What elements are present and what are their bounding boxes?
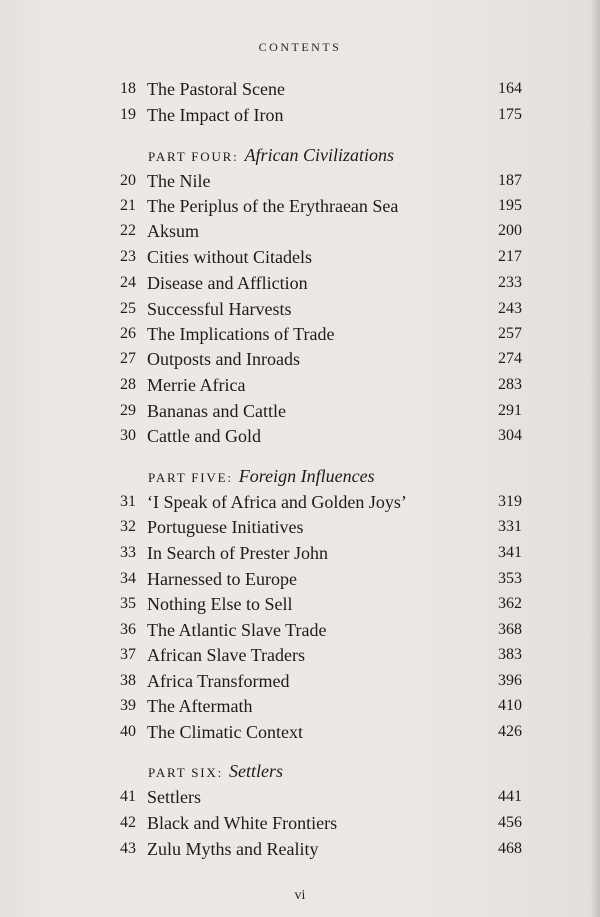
chapter-title: The Implications of Trade bbox=[147, 324, 335, 344]
chapter-number: 27 bbox=[120, 350, 136, 367]
chapter-title: African Slave Traders bbox=[147, 645, 305, 665]
chapter-title: ‘I Speak of Africa and Golden Joys’ bbox=[147, 492, 407, 512]
page-number: 283 bbox=[498, 376, 522, 393]
chapter-title: Portuguese Initiatives bbox=[147, 517, 304, 537]
chapter-title: The Periplus of the Erythraean Sea bbox=[147, 196, 399, 216]
chapter-number: 30 bbox=[120, 427, 136, 444]
part-name: Foreign Influences bbox=[238, 466, 375, 486]
page-number: 341 bbox=[498, 544, 522, 561]
chapter-number: 29 bbox=[120, 402, 136, 419]
chapter-title: The Aftermath bbox=[147, 696, 253, 716]
toc-entry bbox=[120, 103, 522, 127]
page-number: 396 bbox=[498, 672, 522, 689]
page-number: 217 bbox=[498, 248, 522, 265]
chapter-number: 25 bbox=[120, 300, 136, 317]
chapter-title: In Search of Prester John bbox=[147, 543, 328, 563]
part-name: African Civilizations bbox=[244, 145, 395, 165]
page-number: 233 bbox=[498, 274, 522, 291]
toc-entry bbox=[120, 77, 522, 101]
chapter-number: 22 bbox=[120, 222, 136, 239]
toc-entry bbox=[120, 271, 522, 295]
toc-entry bbox=[120, 194, 522, 218]
chapter-number: 43 bbox=[120, 840, 136, 857]
chapter-number: 18 bbox=[120, 80, 136, 97]
page-number: 441 bbox=[498, 788, 522, 805]
toc-entry bbox=[120, 297, 522, 321]
page-number: 426 bbox=[498, 723, 522, 740]
part-label: PART SIX: bbox=[148, 765, 224, 780]
chapter-number: 42 bbox=[120, 814, 136, 831]
chapter-title: Merrie Africa bbox=[147, 375, 246, 395]
chapter-title: The Atlantic Slave Trade bbox=[147, 620, 327, 640]
chapter-title: Outposts and Inroads bbox=[147, 349, 300, 369]
toc-entry bbox=[120, 399, 522, 423]
chapter-title: Successful Harvests bbox=[147, 299, 292, 319]
page-number: 274 bbox=[498, 350, 522, 367]
page-number: 195 bbox=[498, 197, 522, 214]
chapter-number: 26 bbox=[120, 325, 136, 342]
chapter-number: 34 bbox=[120, 570, 136, 587]
page-number: 383 bbox=[498, 646, 522, 663]
toc-entry bbox=[120, 347, 522, 371]
toc-entry bbox=[120, 785, 522, 809]
chapter-number: 24 bbox=[120, 274, 136, 291]
part-label: PART FIVE: bbox=[148, 470, 233, 485]
chapter-number: 37 bbox=[120, 646, 136, 663]
toc-entry bbox=[120, 592, 522, 616]
page-number: 187 bbox=[498, 172, 522, 189]
chapter-number: 38 bbox=[120, 672, 136, 689]
part-label: PART FOUR: bbox=[148, 149, 239, 164]
page-number: 257 bbox=[498, 325, 522, 342]
page-number: 362 bbox=[498, 595, 522, 612]
page-number: 368 bbox=[498, 621, 522, 638]
page-number: 304 bbox=[498, 427, 522, 444]
chapter-number: 40 bbox=[120, 723, 136, 740]
page-number: 319 bbox=[498, 493, 522, 510]
chapter-number: 20 bbox=[120, 172, 136, 189]
chapter-number: 35 bbox=[120, 595, 136, 612]
page-number: 353 bbox=[498, 570, 522, 587]
chapter-title: The Pastoral Scene bbox=[147, 79, 285, 99]
part-heading bbox=[148, 143, 394, 167]
chapter-title: Nothing Else to Sell bbox=[147, 594, 293, 614]
part-name: Settlers bbox=[229, 761, 284, 781]
chapter-title: The Impact of Iron bbox=[147, 105, 284, 125]
page-number: 456 bbox=[498, 814, 522, 831]
page-number: 200 bbox=[498, 222, 522, 239]
chapter-title: The Nile bbox=[147, 171, 211, 191]
chapter-title: Zulu Myths and Reality bbox=[147, 839, 319, 859]
part-heading bbox=[148, 464, 375, 488]
chapter-number: 31 bbox=[120, 493, 136, 510]
chapter-number: 33 bbox=[120, 544, 136, 561]
page-number: 468 bbox=[498, 840, 522, 857]
part-heading bbox=[148, 759, 283, 783]
chapter-number: 21 bbox=[120, 197, 136, 214]
chapter-number: 28 bbox=[120, 376, 136, 393]
page-number: 410 bbox=[498, 697, 522, 714]
toc-entry bbox=[120, 837, 522, 861]
toc-entry bbox=[120, 720, 522, 744]
toc-entry bbox=[120, 245, 522, 269]
chapter-title: Cattle and Gold bbox=[147, 426, 261, 446]
toc-entry bbox=[120, 694, 522, 718]
chapter-title: Africa Transformed bbox=[147, 671, 290, 691]
toc-entry bbox=[120, 669, 522, 693]
chapter-title: Cities without Citadels bbox=[147, 247, 312, 267]
page-number: 243 bbox=[498, 300, 522, 317]
toc-entry bbox=[120, 490, 522, 514]
toc-entry bbox=[120, 567, 522, 591]
page-number: 175 bbox=[498, 106, 522, 123]
chapter-number: 23 bbox=[120, 248, 136, 265]
toc-entry bbox=[120, 811, 522, 835]
toc-entry bbox=[120, 169, 522, 193]
chapter-title: Black and White Frontiers bbox=[147, 813, 338, 833]
toc-entry bbox=[120, 515, 522, 539]
page-number: 164 bbox=[498, 80, 522, 97]
chapter-title: Settlers bbox=[147, 787, 201, 807]
toc-entry bbox=[120, 373, 522, 397]
page-number: 291 bbox=[498, 402, 522, 419]
chapter-number: 32 bbox=[120, 518, 136, 535]
toc-entry bbox=[120, 618, 522, 642]
page-folio: vi bbox=[294, 888, 306, 903]
toc-entry bbox=[120, 643, 522, 667]
chapter-title: Bananas and Cattle bbox=[147, 401, 286, 421]
chapter-title: Disease and Affliction bbox=[147, 273, 308, 293]
chapter-title: Aksum bbox=[147, 221, 200, 241]
chapter-number: 39 bbox=[120, 697, 136, 714]
chapter-number: 19 bbox=[120, 106, 136, 123]
chapter-number: 36 bbox=[120, 621, 136, 638]
chapter-title: The Climatic Context bbox=[147, 722, 303, 742]
toc-entry bbox=[120, 322, 522, 346]
running-head: CONTENTS bbox=[258, 40, 342, 54]
chapter-title: Harnessed to Europe bbox=[147, 569, 297, 589]
toc-entry bbox=[120, 541, 522, 565]
page-number: 331 bbox=[498, 518, 522, 535]
chapter-number: 41 bbox=[120, 788, 136, 805]
toc-entry bbox=[120, 219, 522, 243]
toc-entry bbox=[120, 424, 522, 448]
